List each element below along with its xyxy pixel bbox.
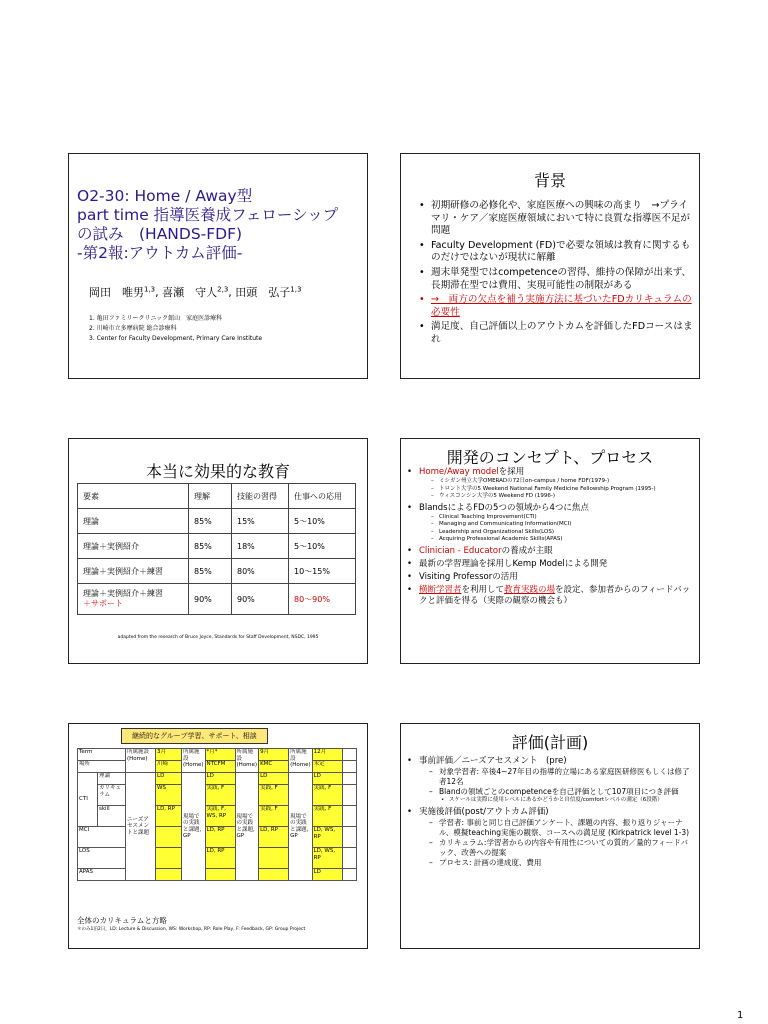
table-cell (156, 827, 182, 848)
table-cell: LD, RP (156, 806, 182, 827)
table-cell: 実践, F, WS, RP (205, 806, 235, 827)
cell-text: LD, WS, (313, 827, 336, 833)
highlight-text: Clinician - Educator (419, 545, 502, 556)
bullet-text: の養成が主眼 (501, 545, 553, 556)
table-cell: LD, RP (205, 848, 235, 869)
table-cell: 5～10% (289, 509, 356, 534)
affiliation: 3. Center for Faculty Development, Primary Care Institute (89, 335, 263, 342)
author-affil: 1,3 (290, 285, 302, 294)
cell-text: RP (313, 833, 321, 840)
table-cell (342, 761, 356, 773)
table-cell: 85% (189, 559, 232, 584)
table-cell: 所属施設(Home) (235, 749, 259, 773)
title-line: -第2報:アウトカム評価- (77, 244, 243, 262)
slide-curriculum-table (68, 723, 368, 949)
table-cell: 理論 (78, 509, 189, 534)
table-cell (182, 773, 206, 881)
author-name: 田頭 弘子 (235, 286, 291, 299)
sub-bullet: – Managing and Communicating Information(MCI) (419, 521, 693, 529)
banner-label: 継続的なグループ学習、サポート、相談 (121, 728, 268, 744)
sub-bullet: – ミシガン州立大学OMERADの72日on-campus / home FDF(1979-) (419, 478, 693, 486)
support-label: ＋サポート (83, 599, 123, 608)
table-cell: 実践, F (205, 785, 235, 806)
bullet-text: を設定、参加者からのフィードバックと評価を得る（実際の観察の機会も） (419, 584, 691, 606)
table-cell (156, 848, 182, 869)
table-cell: LD (205, 773, 235, 785)
affiliation: 1. 亀田ファミリークリニック館山 家庭医診療科 (89, 315, 223, 322)
table-cell: 80% (232, 559, 289, 584)
table-cell (342, 848, 356, 869)
table-cell: LD (312, 773, 342, 785)
table-row (78, 869, 357, 881)
table-cell (259, 869, 289, 881)
table-cell (342, 785, 356, 806)
table-cell: 場所 (78, 761, 126, 773)
presentation-title (77, 187, 367, 263)
table-cell: 実践, F (312, 785, 342, 806)
table-cell: LD (259, 773, 289, 785)
table-row (78, 509, 356, 534)
table-header-row (78, 484, 356, 509)
table-row (78, 773, 357, 785)
table-row (78, 806, 357, 827)
table-cell: 所属施設(Home) (182, 749, 206, 773)
title-line: O2-30: Home / Away型 (77, 187, 253, 205)
table-cell (342, 749, 356, 761)
sub-sub-bullet: • スケールは実際に使用レベルにあるかどうかと自信度/comfortレベルの測定（6段階） (419, 797, 693, 805)
table-cell: WS (156, 785, 182, 806)
slide-heading: 本当に効果的な教育 (145, 462, 290, 481)
table-row (78, 848, 357, 869)
bullet-text: 実施後評価(post/アウトカム評価) (419, 806, 549, 817)
sub-bullet: – 対象学習者: 卒後4~27年目の指導的立場にある家庭医研修医もしくは修了者12名 (419, 767, 693, 787)
title-line: part time 指導医養成フェローシップ (77, 206, 339, 224)
table-row (78, 749, 357, 761)
bullet-item (405, 503, 693, 544)
table-cell: LD, RP (259, 827, 289, 848)
bullet-item: • Faculty Development (FD)で必要な領域は教育に関するものだけではないが現状に解離 (417, 240, 693, 265)
table-row (78, 534, 356, 559)
table-cell: Term (78, 749, 126, 761)
table-cell: LOS (78, 848, 126, 869)
table-cell (342, 827, 356, 848)
bullet-text: 事前評価／ニーズアセスメント (pre) (419, 756, 567, 766)
table-cell: 理論 (98, 773, 126, 785)
column-header: 理解 (189, 484, 232, 509)
author-affil: 1,3 (144, 285, 156, 294)
sub-bullet: – プロセス: 計画の達成度、費用 (419, 858, 693, 868)
bullet-item: • 初期研修の必修化や、家庭医療への興味の高まり →プライマリ・ケア／家庭医療領域において特に良質な指導医不足が問題 (417, 200, 693, 238)
slide-effective-education (68, 438, 368, 664)
page-number: 1 (737, 1010, 744, 1021)
table-cell: APAS (78, 869, 126, 881)
table-cell: 実践, F (259, 806, 289, 827)
table-caption: 全体のカリキュラムと方略 (77, 916, 167, 925)
table-row (78, 827, 357, 848)
needs-label: ニーズアセスメントと課題 (127, 816, 150, 836)
slide-title (68, 153, 368, 379)
sub-bullet: – Acquiring Professional Academic Skills(APAS) (419, 536, 693, 544)
table-cell: MCI (78, 827, 126, 848)
table-cell: 所属施設(Home) (289, 749, 313, 773)
table-cell: 実践, F (312, 806, 342, 827)
table-cell: 15% (232, 509, 289, 534)
highlight-text: 横断学習者 (419, 584, 462, 595)
slide-heading: 背景 (533, 171, 566, 190)
table-cell: 85% (189, 509, 232, 534)
sub-bullet: – ウィスコンシン大学の5 Weekend FD (1996-) (419, 493, 693, 501)
table-cell: *月* (205, 749, 235, 761)
bullet-item: • 最新の学習理論を採用しKemp Modelによる開発 (405, 559, 693, 570)
author-name: 岡田 唯男 (89, 286, 144, 299)
bullet-text: を利用して (461, 584, 505, 595)
table-legend: ＊のみ1泊2日，LD: Lecture & Discussion, WS: Workshop, RP: Role Play, F: Feedback, GP: Group Project (77, 927, 306, 932)
bullet-item: • Visiting Professorの活用 (405, 572, 693, 583)
table-cell (205, 869, 235, 881)
table-cell: 理論＋実例紹介＋練習 (78, 559, 189, 584)
table-cell: カリキュラム (98, 785, 126, 806)
highlight-text: 教育実践の場 (504, 584, 556, 595)
bullet-list (405, 467, 693, 609)
table-cell: 川崎 (156, 761, 182, 773)
table-cell: 18% (232, 534, 289, 559)
home-practice: 現場での実践と課題, GP (183, 813, 202, 839)
cell-text: LD, WS, (313, 848, 336, 854)
table-cell (342, 806, 356, 827)
table-cell: 90% (189, 584, 232, 615)
table-cell (312, 827, 342, 848)
table-cell: 実践, F (259, 785, 289, 806)
table-cell: 所属施設(Home) (126, 749, 156, 773)
table-cell: 80～90% (289, 584, 356, 615)
table-cell: CTI (78, 773, 98, 827)
row-label: 理論＋実例紹介＋練習 (83, 589, 163, 598)
table-cell: 理論＋実例紹介 (78, 534, 189, 559)
table-cell: KMC (259, 761, 289, 773)
table-cell: 90% (232, 584, 289, 615)
bullet-item (405, 546, 693, 557)
bullet-text: BlandsによるFDの5つの領域から4つに焦点 (419, 502, 589, 513)
sub-bullet: – Leadership and Organizational Skills(LOS) (419, 529, 693, 537)
table-row (78, 761, 357, 773)
title-line: の試み (HANDS-FDF) (77, 225, 243, 243)
sub-bullet: – 学習者: 事前と同じ自己評価アンケート、課題の内容、振り返りジャーナル、模擬teaching実施の観察、コースへの満足度 (Kirkpatrick level 1-3) (419, 818, 693, 838)
bullet-item (405, 467, 693, 501)
table-cell (342, 869, 356, 881)
bullet-item (405, 756, 693, 805)
effectiveness-table (77, 483, 356, 615)
curriculum-table (77, 748, 357, 881)
table-row (78, 785, 357, 806)
table-row (78, 584, 356, 615)
table-cell: 85% (189, 534, 232, 559)
source-note: adapted from the research of Bruce Joyce, Standards for Staff Development, NSDC, 1995 (117, 635, 319, 640)
column-header: 技能の習得 (232, 484, 289, 509)
home-practice: 現場での実践と課題, GP (290, 813, 309, 839)
bullet-item (405, 807, 693, 868)
cell-text: RP (313, 854, 321, 861)
bullet-list (417, 200, 693, 349)
bullet-item (405, 585, 693, 607)
author-list: 岡田 唯男$^{1,3}$, 喜瀬 守人$^{2,3}$, 田頭 弘子$^{1,3}$ (89, 285, 302, 299)
column-header: 仕事への応用 (289, 484, 356, 509)
bullet-item: • 週末単発型ではcompetenceの習得、維持の保障が出来ず、長期滞在型では費用、実現可能性の制限がある (417, 267, 693, 292)
slide-background (400, 153, 700, 379)
table-cell: LD, RP (205, 827, 235, 848)
table-cell: LD (312, 869, 342, 881)
table-cell (342, 773, 356, 785)
table-cell: 3月 (156, 749, 182, 761)
table-cell (312, 848, 342, 869)
bullet-list (405, 756, 693, 870)
table-cell: 未定 (312, 761, 342, 773)
author-name: 喜瀬 守人 (162, 286, 218, 299)
sub-bullet: – トロント大学の5 Weekend National Family Medicine Fellowship Program (1995-) (419, 486, 693, 494)
bullet-text: を採用 (498, 467, 525, 477)
table-cell (235, 773, 259, 881)
table-cell (126, 773, 156, 881)
table-cell: skill (98, 806, 126, 827)
slide-heading: 開発のコンセプト、プロセス (446, 448, 654, 467)
slide-heading: 評価(計画) (511, 733, 589, 752)
table-cell: 10～15% (289, 559, 356, 584)
highlight-text: Home/Away model (419, 467, 499, 477)
bullet-item: • 満足度、自己評価以上のアウトカムを評価したFDコースはまれ (417, 321, 693, 346)
slide-evaluation-plan (400, 723, 700, 949)
table-cell (289, 773, 313, 881)
table-cell (259, 848, 289, 869)
table-cell (156, 869, 182, 881)
author-affil: 2,3 (217, 285, 229, 294)
table-cell (78, 584, 189, 615)
table-row (78, 559, 356, 584)
home-practice: 現場での実践と課題, GP (236, 813, 255, 839)
table-cell: LD (156, 773, 182, 785)
sub-bullet: – Clinical Teaching Improvement(CTI) (419, 514, 693, 522)
table-cell: 9月 (259, 749, 289, 761)
bullet-item: • → 両方の欠点を補う実施方法に基づいたFDカリキュラムの必要性 (417, 294, 693, 319)
column-header: 要素 (78, 484, 189, 509)
sub-bullet: – Blandの領域ごとのcompetenceを自己評価として107項目につき評価 (419, 787, 693, 797)
slide-concept-process (400, 438, 700, 664)
table-cell: NTCFM (205, 761, 235, 773)
table-cell: 12月 (312, 749, 342, 761)
sub-bullet: – カリキュラム:学習者からの内容や有用性についての質的／量的フィードバック、改善への提案 (419, 838, 693, 858)
affiliation-list (89, 314, 262, 344)
table-cell: 5～10% (289, 534, 356, 559)
affiliation: 2. 川崎市立多摩病院 総合診療科 (89, 325, 177, 332)
